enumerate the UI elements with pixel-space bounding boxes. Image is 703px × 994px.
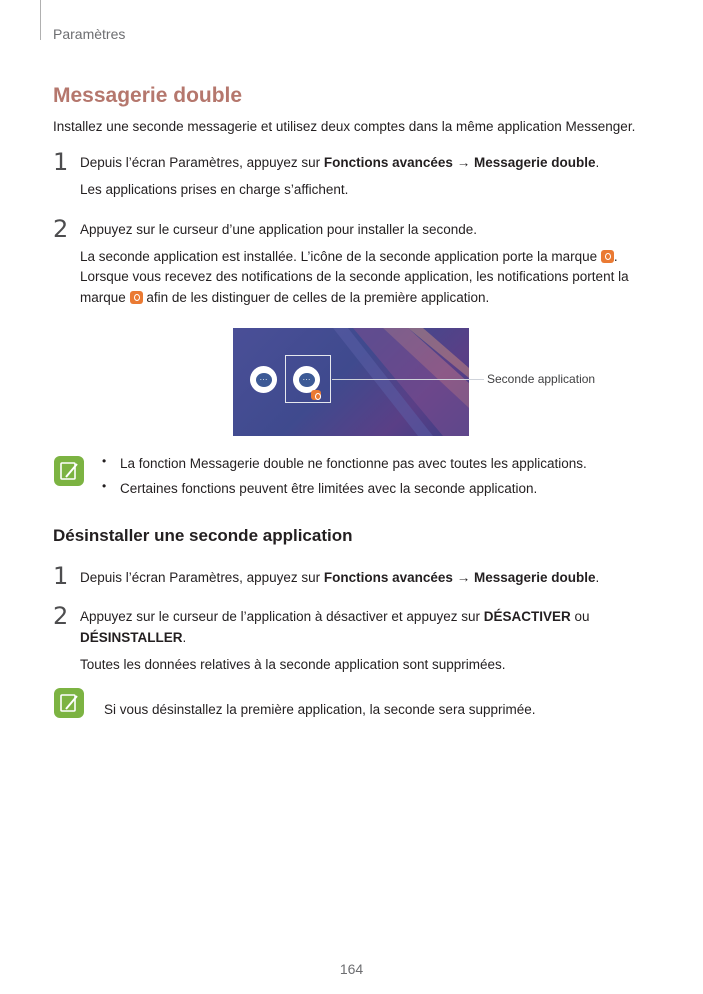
step-text-part: ou [570,609,590,624]
step-text-part: marque [80,290,126,305]
note-bullet-text: La fonction Messagerie double ne fonctionne pas avec toutes les applications. [120,456,587,471]
step-text-part: Appuyez sur le curseur de l’application à désactiver et appuyez sur [80,609,484,624]
step-text-part: . [595,155,600,170]
note-bullet-text: Certaines fonctions peuvent être limitées avec la seconde application. [120,481,538,496]
note-bullet [102,479,538,496]
page-title: Messagerie double [53,84,243,107]
note-text: Si vous désinstallez la première application, la seconde sera supprimée. [104,702,536,717]
note-bullet [102,454,587,471]
step-text [80,570,599,585]
step-detail [80,249,618,264]
menu-path-advanced: Fonctions avancées [323,570,453,585]
step-number: 2 [53,215,69,243]
step-text [80,630,186,645]
section-title: Désinstaller une seconde application [53,526,353,545]
section-header: Paramètres [53,26,126,42]
callout-label: Seconde application [487,372,596,386]
bubble-dots: ··· [259,374,268,384]
page-number: 164 [339,961,364,977]
menu-path-dual-messenger: Messagerie double [473,570,596,585]
bullet-dot: • [102,454,107,468]
step-text-part: Depuis l’écran Paramètres, appuyez sur [80,155,324,170]
step-text-part: La seconde application est installée. L’icône de la seconde application porte la marque [80,249,598,264]
note-icon [54,688,84,718]
step-number: 1 [53,148,69,176]
step-detail: Lorsque vous recevez des notifications de la seconde application, les notifications portent la [80,269,629,284]
messenger-app-icon [250,366,277,393]
deactivate-label: DÉSACTIVER [483,609,571,624]
step-text-part: Depuis l’écran Paramètres, appuyez sur [80,570,324,585]
dual-app-badge-icon [601,250,614,263]
header-rule [40,0,41,40]
step-detail: Les applications prises en charge s’affichent. [80,182,349,197]
step-text [80,155,599,170]
arrow: → [452,570,474,585]
dual-app-badge-icon [130,291,143,304]
step-number: 1 [53,562,69,590]
step-text: Appuyez sur le curseur d’une application pour installer la seconde. [80,222,477,237]
bubble-dots: ··· [302,374,311,384]
step-number: 2 [53,602,69,630]
menu-path-dual-messenger: Messagerie double [473,155,596,170]
pencil-icon [58,692,80,714]
chat-bubble-icon [256,373,272,387]
bullet-dot: • [102,479,107,493]
menu-path-advanced: Fonctions avancées [323,155,453,170]
step-text-part: . [613,249,618,264]
step-text-part: . [182,630,187,645]
note-icon [54,456,84,486]
arrow: → [452,155,474,170]
step-detail: Toutes les données relatives à la seconde application sont supprimées. [80,657,506,672]
intro-text: Installez une seconde messagerie et utilisez deux comptes dans la même application Messenger. [53,119,636,134]
screenshot-figure [233,328,469,436]
uninstall-label: DÉSINSTALLER [80,630,183,645]
step-text [80,609,590,624]
pencil-icon [58,460,80,482]
dual-app-badge-icon [311,385,321,403]
step-detail [80,290,489,305]
step-text-part: . [595,570,600,585]
step-text-part: afin de les distinguer de celles de la première application. [146,290,490,305]
callout-line [332,379,484,380]
